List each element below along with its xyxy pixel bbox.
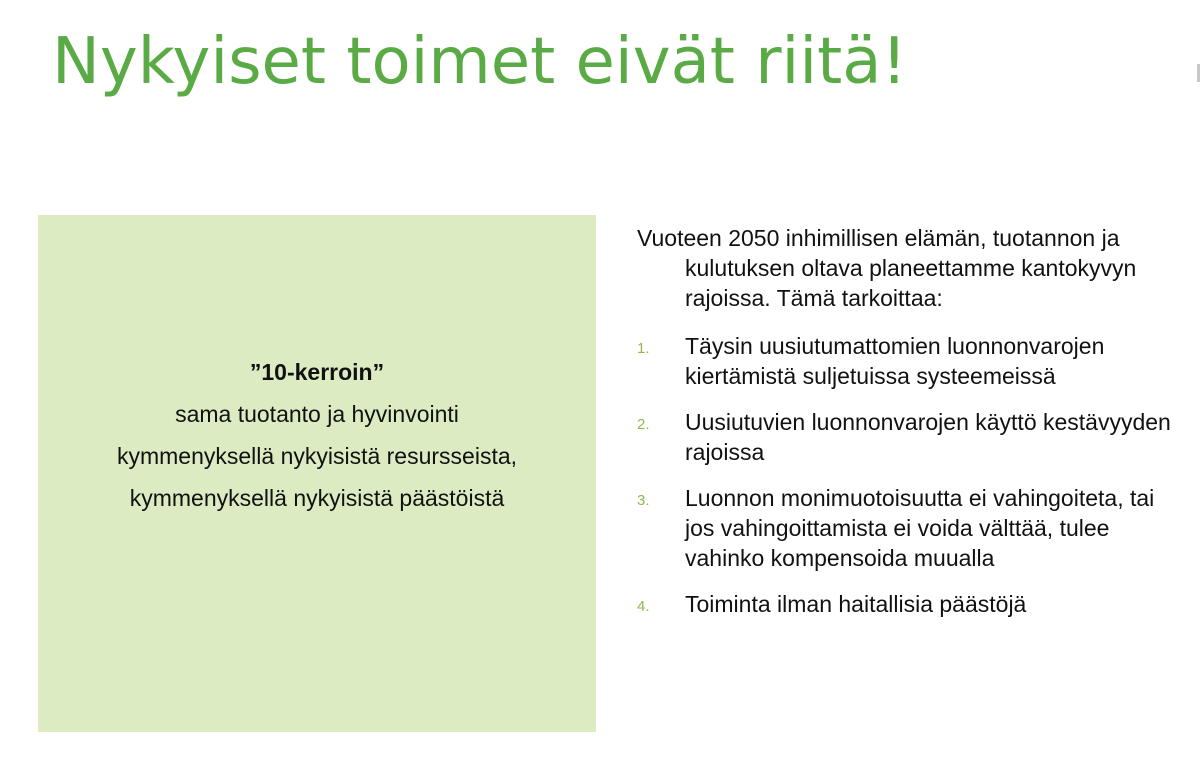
box-line: kymmenyksellä nykyisistä päästöistä <box>129 485 505 511</box>
list-item <box>637 589 1187 619</box>
factor-ten-text <box>38 351 596 519</box>
list-item <box>637 407 1187 467</box>
list-item <box>637 331 1187 391</box>
list-number: 3. <box>637 492 650 509</box>
requirements-list <box>637 331 1187 619</box>
list-text: Toiminta ilman haitallisia päästöjä <box>685 591 1027 617</box>
factor-ten-box <box>38 215 596 732</box>
requirements-column <box>637 223 1187 635</box>
box-line: kymmenyksellä nykyisistä resursseista, <box>116 443 518 469</box>
intro-text: Vuoteen 2050 inhimillisen elämän, tuotannon ja kulutuksen oltava planeettamme kantokyvyn rajoissa. Tämä tarkoittaa: <box>637 225 1137 311</box>
list-number: 4. <box>637 598 650 615</box>
list-text: Luonnon monimuotoisuutta ei vahingoiteta, tai jos vahingoittamista ei voida välttää, tulee vahinko kompensoida muualla <box>685 485 1155 571</box>
list-text: Täysin uusiutumattomien luonnonvarojen kiertämistä suljetuissa systeemeissä <box>685 333 1105 389</box>
list-text: Uusiutuvien luonnonvarojen käyttö kestävyyden rajoissa <box>685 409 1171 465</box>
box-line: sama tuotanto ja hyvinvointi <box>175 401 459 427</box>
list-item <box>637 483 1187 573</box>
box-heading: ”10-kerroin” <box>249 359 385 385</box>
slide-title: Nykyiset toimet eivät riitä! <box>52 25 908 99</box>
list-number: 2. <box>637 416 650 433</box>
list-number: 1. <box>637 340 650 357</box>
